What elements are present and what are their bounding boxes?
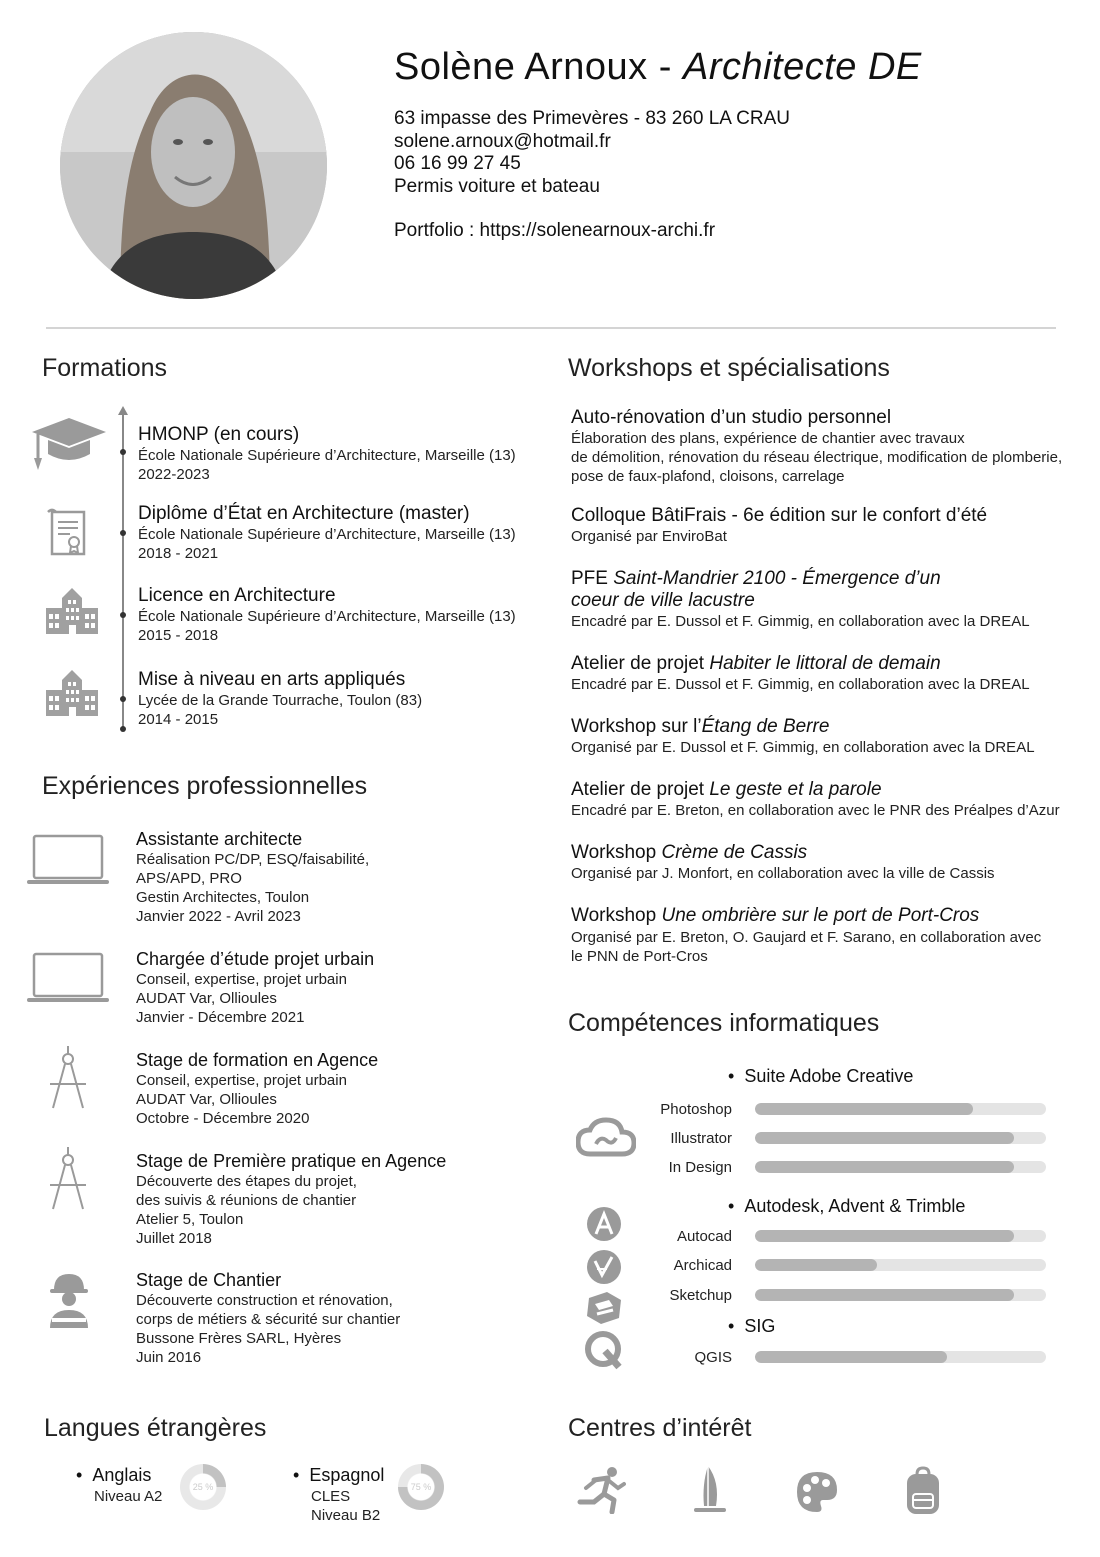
software-label: Autocad <box>676 1228 732 1245</box>
windsurf-icon <box>692 1464 728 1516</box>
workshop-title: Atelier de projet Le geste et la parole <box>571 779 882 800</box>
experience-line: Bussone Frères SARL, Hyères <box>136 1330 342 1347</box>
phone: 06 16 99 27 45 <box>394 153 521 174</box>
skill-bar <box>755 1351 1046 1363</box>
workshop-desc: Élaboration des plans, expérience de chantier avec travaux <box>571 430 965 447</box>
workshop-desc: Organisé par E. Dussol et F. Gimmig, en collaboration avec la DREAL <box>571 739 1035 756</box>
skill-category: • Autodesk, Advent & Trimble <box>728 1196 966 1216</box>
workshop-title: Atelier de projet Habiter le littoral de demain <box>571 653 941 674</box>
workshop-title: Workshop Une ombrière sur le port de Port-Cros <box>571 905 980 926</box>
experience-line: Conseil, expertise, projet urbain <box>136 971 347 988</box>
formation-title: HMONP (en cours) <box>138 424 300 445</box>
experience-title: Stage de Chantier <box>136 1270 282 1290</box>
experience-line: AUDAT Var, Ollioules <box>136 1091 277 1108</box>
experience-line: Gestin Architectes, Toulon <box>136 889 310 906</box>
workshop-desc: Organisé par E. Breton, O. Gaujard et F. Sarano, en collaboration avec <box>571 929 1042 946</box>
formations-heading: Formations <box>42 354 168 382</box>
skills-heading: Compétences informatiques <box>568 1009 880 1037</box>
experience-line: corps de métiers & sécurité sur chantier <box>136 1311 401 1328</box>
timeline-dot <box>120 726 126 732</box>
timeline-dot <box>120 696 126 702</box>
languages-heading: Langues étrangères <box>44 1414 267 1442</box>
divider <box>46 327 1056 329</box>
language-name: • Espagnol <box>293 1465 385 1485</box>
experience-line: Découverte construction et rénovation, <box>136 1292 393 1309</box>
skill-bar-fill <box>755 1161 1014 1173</box>
workshop-title: PFE Saint-Mandrier 2100 - Émergence d’un <box>571 568 941 589</box>
contact-block <box>394 108 790 243</box>
workshop-title: Colloque BâtiFrais - 6e édition sur le confort d’été <box>571 505 988 526</box>
timeline-dot <box>120 612 126 618</box>
workshop-desc: pose de faux-plafond, cloisons, carrelage <box>571 468 845 485</box>
language-donut <box>180 1464 226 1510</box>
drafting-compass-icon <box>48 1147 88 1211</box>
running-icon <box>576 1466 626 1514</box>
workshop-title: Auto-rénovation d’un studio personnel <box>571 407 892 428</box>
school-building-icon <box>44 586 100 636</box>
donut-label: 75 % <box>410 1482 432 1492</box>
formation-school: École Nationale Supérieure d’Architecture, Marseille (13) <box>138 526 516 543</box>
profile-photo <box>60 32 327 299</box>
skill-bar <box>755 1132 1046 1144</box>
experience-title: Stage de formation en Agence <box>136 1050 379 1070</box>
skill-bar <box>755 1289 1046 1301</box>
experience-title: Assistante architecte <box>136 829 303 849</box>
formation-school: École Nationale Supérieure d’Architecture, Marseille (13) <box>138 447 516 464</box>
workshop-title: Workshop Crème de Cassis <box>571 842 808 863</box>
skill-bar <box>755 1103 1046 1115</box>
formation-school: École Nationale Supérieure d’Architecture, Marseille (13) <box>138 608 516 625</box>
email[interactable]: solene.arnoux@hotmail.fr <box>394 130 611 152</box>
candidate-name: Solène Arnoux - Architecte DE <box>394 46 922 88</box>
software-label: Archicad <box>673 1257 732 1274</box>
experience-line: Découverte des étapes du projet, <box>136 1173 357 1190</box>
donut-label: 25 % <box>192 1482 214 1492</box>
skill-bar-fill <box>755 1230 1014 1242</box>
address: 63 impasse des Primevères - 83 260 LA CRAU <box>394 108 791 129</box>
timeline-dot <box>120 530 126 536</box>
workshop-desc: Organisé par J. Monfort, en collaboration avec la ville de Cassis <box>571 865 995 882</box>
formation-dates: 2014 - 2015 <box>138 711 219 728</box>
license: Permis voiture et bateau <box>394 175 600 197</box>
skill-bar-fill <box>755 1132 1014 1144</box>
experience-line: Réalisation PC/DP, ESQ/faisabilité, <box>136 851 370 868</box>
experience-title: Chargée d’étude projet urbain <box>136 949 375 969</box>
diploma-icon <box>46 508 90 558</box>
workshop-desc: Encadré par E. Breton, en collaboration avec le PNR des Préalpes d’Azur <box>571 802 1060 819</box>
software-label: QGIS <box>694 1349 732 1366</box>
backpack-icon <box>903 1466 943 1516</box>
skill-bar <box>755 1259 1046 1271</box>
language-level: Niveau A2 <box>94 1488 163 1505</box>
skill-bar-fill <box>755 1351 947 1363</box>
timeline-line <box>122 412 124 730</box>
school-building-icon <box>44 668 100 718</box>
experience-title: Stage de Première pratique en Agence <box>136 1151 447 1171</box>
skill-bar-fill <box>755 1103 973 1115</box>
software-label: Photoshop <box>660 1101 732 1118</box>
skill-bar <box>755 1230 1046 1242</box>
graduation-cap-icon <box>30 416 108 472</box>
workshop-desc: le PNN de Port-Cros <box>571 948 708 965</box>
software-label: In Design <box>668 1159 732 1176</box>
workshops-heading: Workshops et spécialisations <box>568 354 890 382</box>
experience-line: AUDAT Var, Ollioules <box>136 990 277 1007</box>
workshop-desc: Encadré par E. Dussol et F. Gimmig, en collaboration avec la DREAL <box>571 613 1030 630</box>
formation-title: Mise à niveau en arts appliqués <box>138 669 406 690</box>
workshop-desc: Encadré par E. Dussol et F. Gimmig, en collaboration avec la DREAL <box>571 676 1030 693</box>
formation-title: Licence en Architecture <box>138 585 336 606</box>
formation-dates: 2022-2023 <box>138 466 210 483</box>
skill-bar <box>755 1161 1046 1173</box>
software-label: Illustrator <box>670 1130 732 1147</box>
experience-line: Atelier 5, Toulon <box>136 1211 244 1228</box>
laptop-icon <box>26 834 110 886</box>
skill-category: • SIG <box>728 1316 776 1336</box>
experience-line: Janvier - Décembre 2021 <box>136 1009 305 1026</box>
portfolio-link[interactable]: Portfolio : https://solenearnoux-archi.fr <box>394 220 716 241</box>
workshop-title: Workshop sur l’Étang de Berre <box>571 716 830 737</box>
skill-bar-fill <box>755 1289 1014 1301</box>
drafting-compass-icon <box>48 1046 88 1110</box>
experiences-heading: Expériences professionnelles <box>42 772 368 800</box>
formation-dates: 2015 - 2018 <box>138 627 219 644</box>
workshop-desc: de démolition, rénovation du réseau électrique, modification de plomberie, <box>571 449 1063 466</box>
skill-bar-fill <box>755 1259 877 1271</box>
language-donut <box>398 1464 444 1510</box>
experience-line: APS/APD, PRO <box>136 870 242 887</box>
formation-school: Lycée de la Grande Tourrache, Toulon (83) <box>138 692 423 709</box>
palette-icon <box>795 1470 839 1514</box>
experience-line: Juillet 2018 <box>136 1230 212 1247</box>
workshop-title-continued: coeur de ville lacustre <box>571 590 755 611</box>
construction-worker-icon <box>44 1270 94 1330</box>
language-level: CLES <box>311 1488 351 1505</box>
experience-line: Octobre - Décembre 2020 <box>136 1110 310 1127</box>
formation-title: Diplôme d’État en Architecture (master) <box>138 503 470 524</box>
timeline-dot <box>120 449 126 455</box>
formation-dates: 2018 - 2021 <box>138 545 219 562</box>
timeline-arrow-icon <box>117 406 129 416</box>
laptop-icon <box>26 952 110 1004</box>
software-label: Sketchup <box>669 1287 732 1304</box>
experience-line: Conseil, expertise, projet urbain <box>136 1072 347 1089</box>
language-level: Niveau B2 <box>311 1507 381 1524</box>
experience-line: Janvier 2022 - Avril 2023 <box>136 908 301 925</box>
experience-line: Juin 2016 <box>136 1349 202 1366</box>
workshop-desc: Organisé par EnviroBat <box>571 528 727 545</box>
skill-category: • Suite Adobe Creative <box>728 1066 914 1086</box>
interests-heading: Centres d’intérêt <box>568 1414 752 1442</box>
language-name: • Anglais <box>76 1465 152 1485</box>
experience-line: des suivis & réunions de chantier <box>136 1192 357 1209</box>
